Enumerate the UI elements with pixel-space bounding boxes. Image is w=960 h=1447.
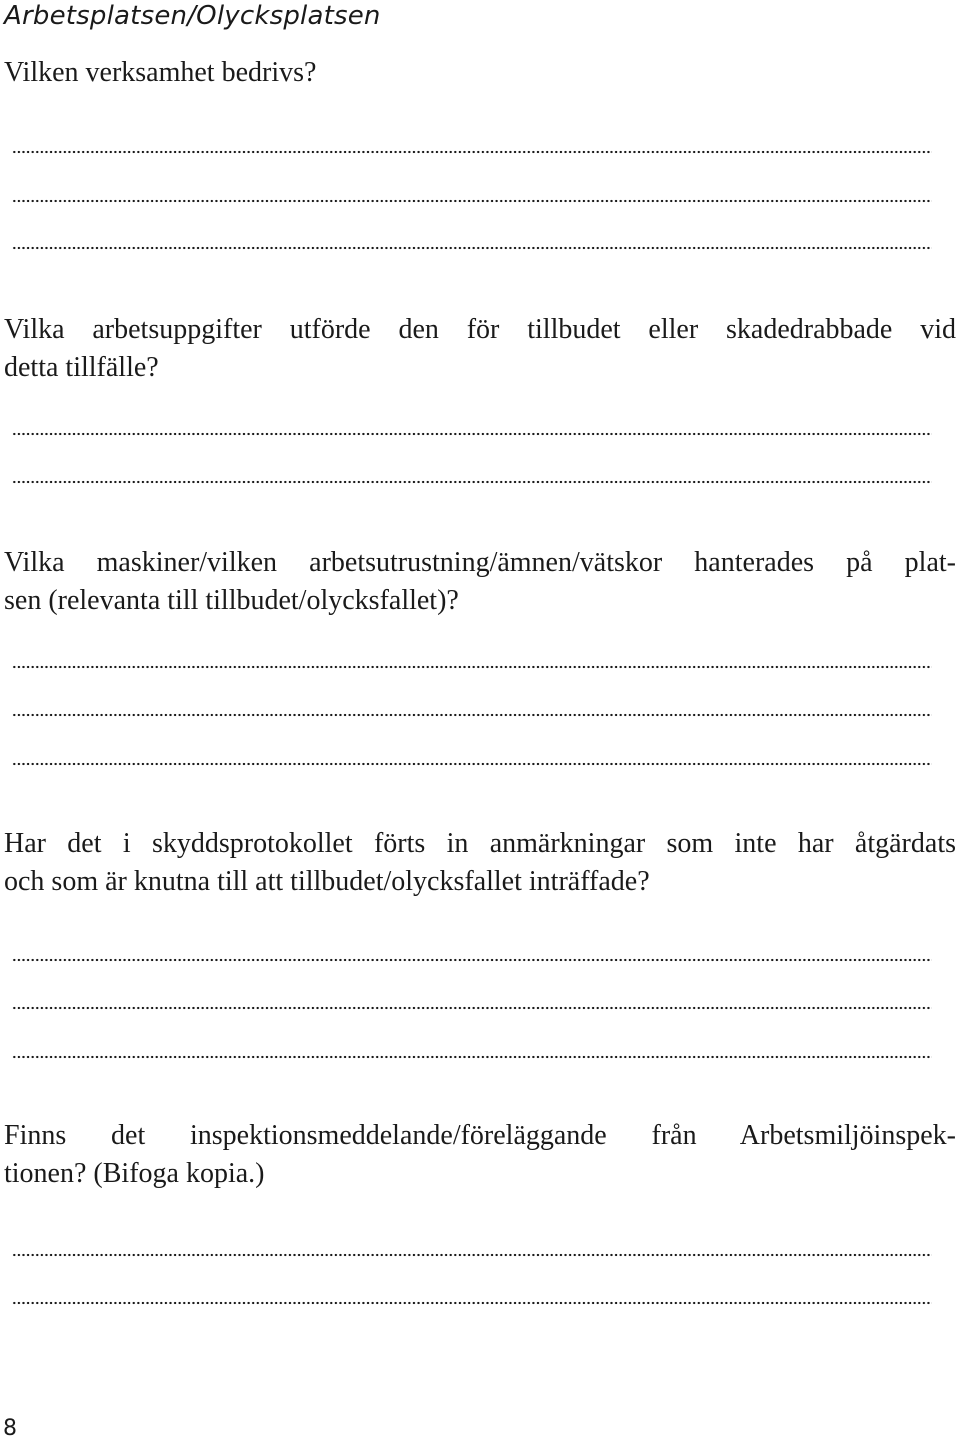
question-4-line-1: Har det i skyddsprotokollet förts in anmärkningar som inte har åtgärdats (4, 828, 956, 859)
answer-line[interactable] (12, 665, 932, 669)
answer-line[interactable] (12, 958, 932, 962)
answer-line[interactable] (12, 150, 932, 154)
page-number: 8 (3, 1416, 17, 1441)
question-5-line-2: tionen? (Bifoga kopia.) (4, 1158, 265, 1189)
answer-line[interactable] (12, 432, 932, 436)
answer-line[interactable] (12, 1006, 932, 1010)
question-2-line-2: detta tillfälle? (4, 352, 159, 383)
answer-line[interactable] (12, 713, 932, 717)
answer-line[interactable] (12, 762, 932, 766)
question-3-line-1: Vilka maskiner/vilken arbetsutrustning/ämnen/vätskor hanterades på plat- (4, 547, 956, 578)
answer-line[interactable] (12, 1301, 932, 1305)
answer-line[interactable] (12, 246, 932, 250)
answer-line[interactable] (12, 1253, 932, 1257)
answer-line[interactable] (12, 199, 932, 203)
section-heading: Arbetsplatsen/Olycksplatsen (4, 1, 381, 31)
question-2-line-1: Vilka arbetsuppgifter utförde den för tillbudet eller skadedrabbade vid (4, 314, 956, 345)
question-5-line-1: Finns det inspektionsmeddelande/föreläggande från Arbetsmiljöinspek- (4, 1120, 956, 1151)
question-3 (4, 544, 956, 620)
answer-line[interactable] (12, 480, 932, 484)
question-1 (4, 54, 956, 92)
question-3-line-2: sen (relevanta till tillbudet/olycksfallet)? (4, 585, 459, 616)
question-1-text: Vilken verksamhet bedrivs? (4, 57, 317, 88)
question-4 (4, 825, 956, 901)
question-5 (4, 1117, 956, 1193)
question-4-line-2: och som är knutna till att tillbudet/olycksfallet inträffade? (4, 866, 650, 897)
question-2 (4, 311, 956, 387)
answer-line[interactable] (12, 1055, 932, 1059)
